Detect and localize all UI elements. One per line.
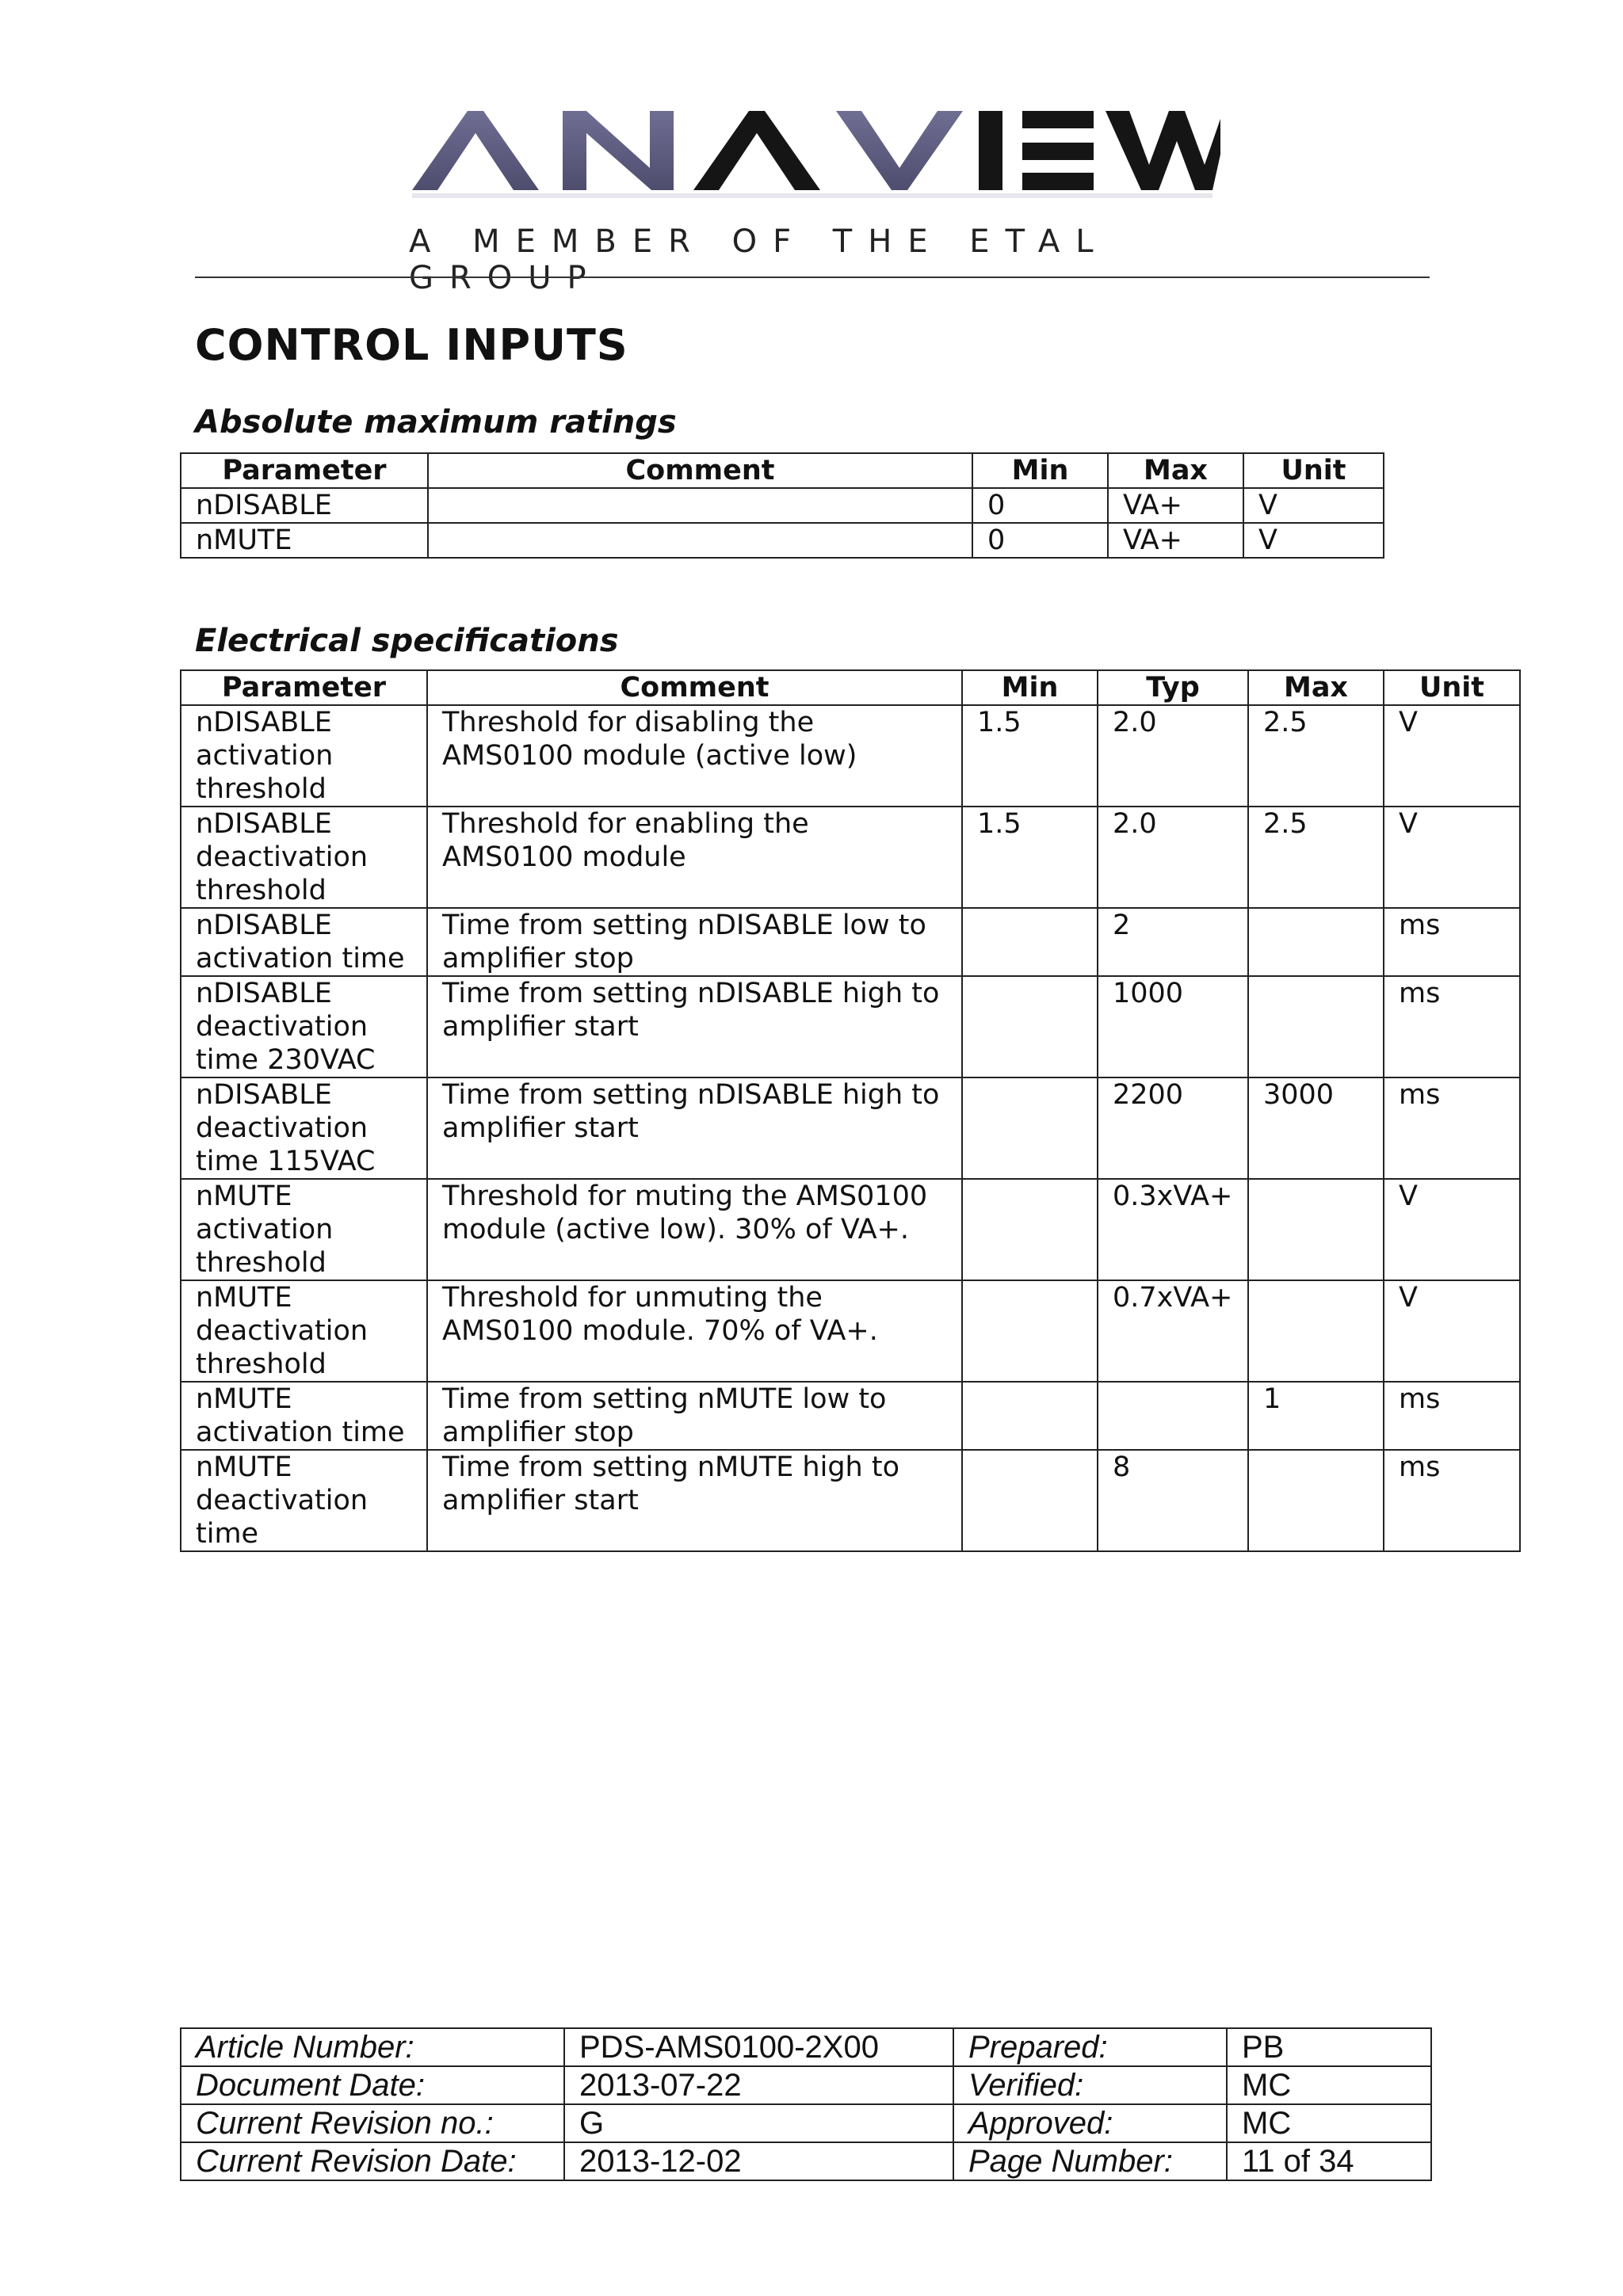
cell-unit: V: [1243, 523, 1384, 558]
footer-label: Current Revision no.:: [181, 2104, 564, 2142]
cell-max: 2.5: [1248, 807, 1384, 908]
cell-typ: 2200: [1098, 1077, 1248, 1179]
table-header-row: [181, 670, 1520, 705]
cell-parameter: nDISABLE deactivation time 230VAC: [181, 976, 427, 1077]
cell-parameter: nDISABLE deactivation time 115VAC: [181, 1077, 427, 1179]
cell-comment: Time from setting nMUTE low to amplifier stop: [427, 1382, 962, 1450]
cell-typ: 8: [1098, 1450, 1248, 1551]
cell-min: [962, 908, 1098, 976]
footer-value: PB: [1227, 2028, 1431, 2066]
cell-min: [962, 976, 1098, 1077]
footer-label: Article Number:: [181, 2028, 564, 2066]
abs-max-title: Absolute maximum ratings: [195, 404, 677, 441]
cell-min: [962, 1179, 1098, 1280]
cell-max: [1248, 1179, 1384, 1280]
cell-unit: V: [1384, 807, 1520, 908]
cell-comment: Time from setting nDISABLE high to amplifier start: [427, 976, 962, 1077]
logo-tagline: A MEMBER OF THE ETAL GROUP: [409, 223, 1109, 296]
table-header-row: [181, 453, 1384, 488]
cell-parameter: nMUTE deactivation time: [181, 1450, 427, 1551]
cell-max: [1248, 908, 1384, 976]
table-row: [181, 908, 1520, 976]
table-row: [181, 976, 1520, 1077]
cell-unit: V: [1384, 705, 1520, 807]
table-row: [181, 807, 1520, 908]
header-divider: [195, 277, 1430, 278]
cell-max: [1248, 976, 1384, 1077]
table-row: [181, 705, 1520, 807]
table-row: [181, 1382, 1520, 1450]
cell-parameter: nMUTE activation time: [181, 1382, 427, 1450]
cell-parameter: nDISABLE activation threshold: [181, 705, 427, 807]
cell-comment: Time from setting nMUTE high to amplifier start: [427, 1450, 962, 1551]
cell-max: [1248, 1280, 1384, 1382]
cell-parameter: nDISABLE activation time: [181, 908, 427, 976]
footer-label: Verified:: [953, 2066, 1227, 2104]
cell-typ: 0.7xVA+: [1098, 1280, 1248, 1382]
footer-label: Page Number:: [953, 2142, 1227, 2180]
footer-value: MC: [1227, 2066, 1431, 2104]
col-header: Min: [972, 453, 1108, 488]
cell-unit: ms: [1384, 908, 1520, 976]
cell-max: 1: [1248, 1382, 1384, 1450]
cell-comment: Threshold for unmuting the AMS0100 module. 70% of VA+.: [427, 1280, 962, 1382]
col-header: Parameter: [181, 670, 427, 705]
cell-max: 2.5: [1248, 705, 1384, 807]
col-header: Parameter: [181, 453, 428, 488]
cell-comment: Threshold for disabling the AMS0100 module (active low): [427, 705, 962, 807]
table-row: [181, 488, 1384, 523]
cell-unit: V: [1384, 1179, 1520, 1280]
col-header: Max: [1108, 453, 1243, 488]
cell-min: [962, 1280, 1098, 1382]
cell-max: 3000: [1248, 1077, 1384, 1179]
table-row: [181, 1077, 1520, 1179]
col-header: Unit: [1384, 670, 1520, 705]
footer-label: Document Date:: [181, 2066, 564, 2104]
cell-parameter: nDISABLE: [181, 488, 428, 523]
footer-label: Prepared:: [953, 2028, 1227, 2066]
col-header: Comment: [427, 670, 962, 705]
electrical-table: [180, 669, 1521, 1552]
cell-unit: V: [1384, 1280, 1520, 1382]
footer-row: [181, 2142, 1431, 2180]
footer-value: 11 of 34: [1227, 2142, 1431, 2180]
table-row: [181, 1179, 1520, 1280]
cell-max: [1248, 1450, 1384, 1551]
cell-typ: 1000: [1098, 976, 1248, 1077]
table-row: [181, 523, 1384, 558]
table-row: [181, 1450, 1520, 1551]
col-header: Max: [1248, 670, 1384, 705]
col-header: Min: [962, 670, 1098, 705]
cell-min: 1.5: [962, 705, 1098, 807]
col-header: Comment: [428, 453, 972, 488]
footer-value: G: [564, 2104, 953, 2142]
section-title: CONTROL INPUTS: [195, 320, 628, 370]
abs-max-table: [180, 452, 1384, 559]
electrical-title: Electrical specifications: [195, 623, 619, 659]
cell-comment: Time from setting nDISABLE low to amplifier stop: [427, 908, 962, 976]
col-header: Unit: [1243, 453, 1384, 488]
cell-min: [962, 1077, 1098, 1179]
cell-typ: 0.3xVA+: [1098, 1179, 1248, 1280]
cell-unit: ms: [1384, 1450, 1520, 1551]
footer-value: PDS-AMS0100-2X00: [564, 2028, 953, 2066]
col-header: Typ: [1098, 670, 1248, 705]
cell-max: VA+: [1108, 488, 1243, 523]
cell-min: [962, 1450, 1098, 1551]
footer-row: [181, 2066, 1431, 2104]
cell-comment: [428, 523, 972, 558]
footer-value: 2013-12-02: [564, 2142, 953, 2180]
footer-label: Current Revision Date:: [181, 2142, 564, 2180]
cell-parameter: nDISABLE deactivation threshold: [181, 807, 427, 908]
cell-typ: [1098, 1382, 1248, 1450]
cell-unit: ms: [1384, 1077, 1520, 1179]
cell-unit: V: [1243, 488, 1384, 523]
cell-unit: ms: [1384, 976, 1520, 1077]
cell-parameter: nMUTE activation threshold: [181, 1179, 427, 1280]
cell-min: 0: [972, 488, 1108, 523]
table-row: [181, 1280, 1520, 1382]
cell-min: 0: [972, 523, 1108, 558]
cell-max: VA+: [1108, 523, 1243, 558]
cell-typ: 2: [1098, 908, 1248, 976]
cell-comment: Threshold for enabling the AMS0100 module: [427, 807, 962, 908]
cell-unit: ms: [1384, 1382, 1520, 1450]
cell-comment: Time from setting nDISABLE high to amplifier start: [427, 1077, 962, 1179]
document-footer-table: [180, 2027, 1432, 2181]
footer-value: MC: [1227, 2104, 1431, 2142]
cell-comment: Threshold for muting the AMS0100 module (active low). 30% of VA+.: [427, 1179, 962, 1280]
cell-parameter: nMUTE deactivation threshold: [181, 1280, 427, 1382]
footer-label: Approved:: [953, 2104, 1227, 2142]
cell-comment: [428, 488, 972, 523]
footer-value: 2013-07-22: [564, 2066, 953, 2104]
cell-parameter: nMUTE: [181, 523, 428, 558]
cell-typ: 2.0: [1098, 705, 1248, 807]
cell-min: 1.5: [962, 807, 1098, 908]
cell-typ: 2.0: [1098, 807, 1248, 908]
footer-row: [181, 2104, 1431, 2142]
cell-min: [962, 1382, 1098, 1450]
footer-row: [181, 2028, 1431, 2066]
